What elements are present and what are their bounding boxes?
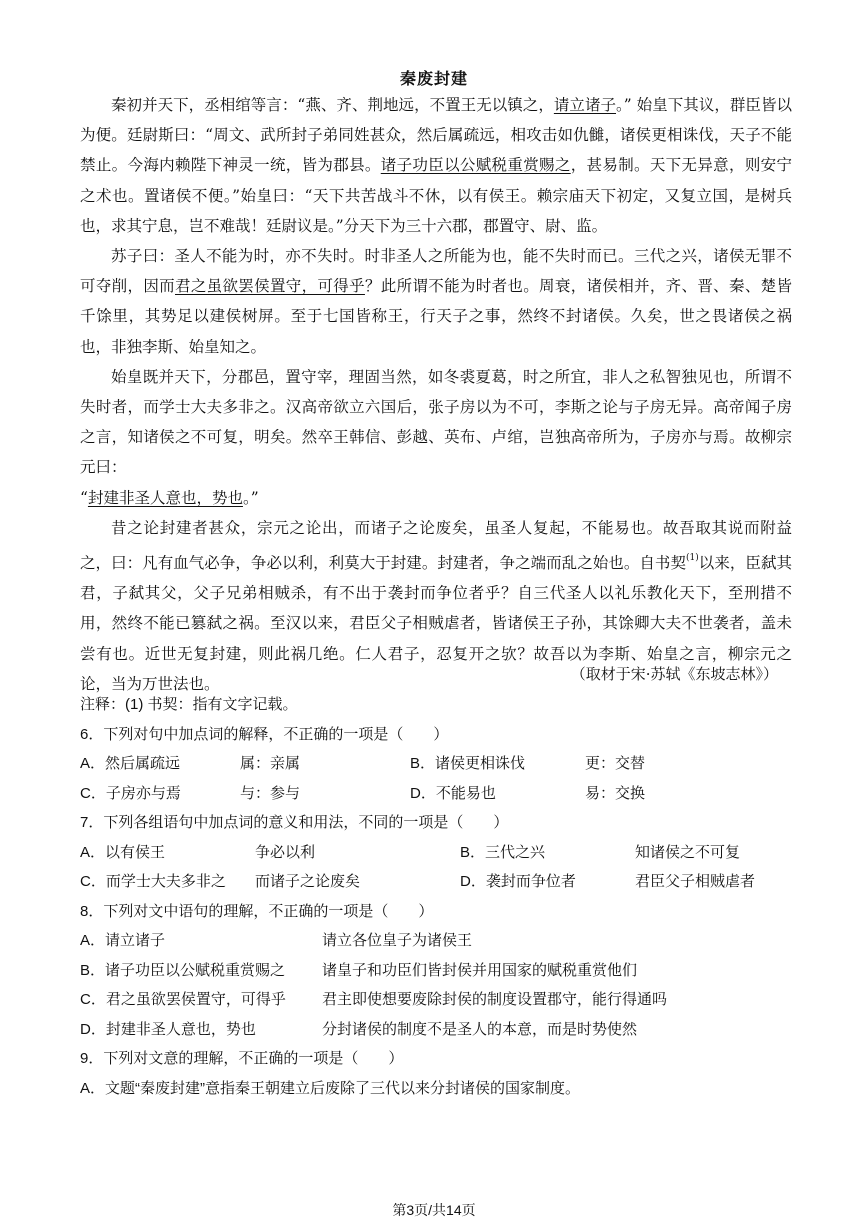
question-8-stem: 8．下列对文中语句的理解，不正确的一项是（ ） (80, 902, 434, 920)
sentence: D．封建非圣人意也，势也 (80, 1020, 256, 1038)
option-c: C．子房亦与焉 (80, 784, 181, 802)
sentence: A．请立诸子 (80, 932, 166, 949)
interpretation: 诸皇子和功臣们皆封侯并用国家的赋税重赏他们 (322, 961, 638, 979)
question-8-option-c (80, 985, 800, 1015)
option-c-gloss: 与：参与 (240, 784, 301, 802)
interpretation: 请立各位皇子为诸侯王 (322, 932, 473, 949)
text: 苏子曰：圣人不能为时，亦不失时。时非圣人之所能为也，能不失时而已。三代之兴，诸侯无罪不可夺削，因而 (80, 247, 792, 296)
question-8-option-a (80, 926, 800, 956)
text: 。” 始皇下其议，群臣皆以为便。廷尉斯曰：“周文、武所封子弟同姓甚众，然后属疏远，相攻击如仇雠，诸侯更相诛伐，天子不能禁止。今海内赖陛下神灵一统，皆为郡县。 (80, 96, 792, 175)
option-b: B．诸侯更相诛伐 (410, 755, 526, 772)
passage-body (80, 90, 792, 699)
interpretation: 分封诸侯的制度不是圣人的本意，而是时势使然 (322, 1020, 638, 1038)
option-a-gloss: 属：亲属 (240, 755, 301, 772)
text: ？此所谓不能为时者也。周衰，诸侯相并，齐、晋、秦、楚皆千馀里，其势足以建侯树屏。至于七国皆称王，行天子之事，然终不封诸侯。久矣，世之畏诸侯之祸也，非独李斯、始皇知之。 (80, 277, 792, 356)
sentence: C．君之虽欲罢侯置守，可得乎 (80, 991, 286, 1008)
paragraph-3 (80, 362, 792, 513)
paragraph-2 (80, 241, 792, 362)
option-b-1: B．三代之兴 (460, 843, 546, 861)
question-6-row-1 (80, 749, 800, 779)
option-a-2: 争必以利 (255, 843, 316, 861)
question-7-row-2 (80, 867, 800, 897)
option-c-1: C．而学士大夫多非之 (80, 873, 226, 890)
underlined-phrase: 君之虽欲罢侯置守，可得乎 (174, 277, 365, 296)
passage-title: 秦废封建 (399, 69, 468, 88)
sentence: B．诸子功臣以公赋税重赏赐之 (80, 961, 286, 979)
text: 昔之论封建者甚众，宗元之论出，而诸子之论废矣，虽圣人复起，不能易也。故吾取其说而附益之，曰：凡有血气必争，争必以利，利莫大于封建。封建者，争之端而乱之始也。自书契 (80, 518, 792, 573)
question-8-option-b (80, 956, 800, 986)
interpretation: 君主即使想要废除封侯的制度设置郡守，能行得通吗 (322, 991, 668, 1008)
option-d-1: D．袭封而争位者 (460, 873, 576, 890)
option-b-2: 知诸侯之不可复 (635, 843, 741, 861)
underlined-phrase: 请立诸子 (553, 96, 617, 114)
underlined-phrase: 封建非圣人意也，势也 (87, 488, 243, 507)
question-6-row-2 (80, 779, 800, 809)
question-7-row-1 (80, 838, 800, 868)
option-d-gloss: 易：交换 (585, 784, 646, 802)
quote-mark: “ (80, 488, 88, 507)
text: 始皇既并天下，分郡邑，置守宰，理固当然，如冬裘夏葛，时之所宜，非人之私智独见也，所谓不失时者，而学士大夫多非之。汉高帝欲立六国后，张子房以为不可，李斯之论与子房无异。高帝闻子房之言，知诸侯之不可复，明矣。然卒王韩信、彭越、英布、卢绾，岂独高帝所为，子房亦与焉。故柳宗元曰： (80, 367, 792, 477)
question-9-stem: 9．下列对文意的理解，不正确的一项是（ ） (80, 1050, 404, 1067)
option-a-1: A．以有侯王 (80, 843, 166, 861)
option-a: A．然后属疏远 (80, 755, 181, 772)
annotation: 注释：(1) 书契：指有文字记载。 (80, 696, 298, 713)
source-citation: （取材于宋·苏轼《东坡志林》） (570, 665, 778, 683)
underlined-phrase: 诸子功臣以公赋税重赏赐之 (380, 156, 571, 175)
paragraph-1 (80, 90, 792, 241)
question-6-stem: 6．下列对句中加点词的解释，不正确的一项是（ ） (80, 725, 449, 743)
question-7-stem: 7．下列各组语句中加点词的意义和用法，不同的一项是（ ） (80, 814, 509, 831)
question-8-option-d (80, 1015, 800, 1045)
text: ，甚易制。天下无异意，则安宁之术也。置诸侯不便。”始皇曰：“天下共苦战斗不休，以有侯王。赖宗庙天下初定，又复立国，是树兵也，求其宁息，岂不难哉！廷尉议是。”分天下为三十六郡，郡置守、尉、监。 (80, 156, 792, 235)
text: 秦初并天下，丞相绾等言：“燕、齐、荆地远，不置王无以镇之， (111, 96, 554, 114)
footnote-marker: (1) (686, 553, 699, 564)
question-9-option-a: A．文题“秦废封建”意指秦王朝建立后废除了三代以来分封诸侯的国家制度。 (80, 1079, 580, 1097)
option-b-gloss: 更：交替 (585, 755, 646, 772)
option-c-2: 而诸子之论废矣 (255, 873, 361, 890)
quote-mark: 。” (242, 488, 259, 507)
page-footer: 第3页/共14页 (392, 1202, 476, 1218)
option-d: D．不能易也 (410, 784, 496, 802)
option-d-2: 君臣父子相贼虐者 (635, 873, 756, 890)
text: 以来，臣弑其君，子弑其父，父子兄弟相贼杀，有不出于袭封而争位者乎？自三代圣人以礼乐教化天下，至刑措不用，然终不能已篡弑之祸。至汉以来，君臣父子相贼虐者，皆诸侯王子孙，其馀卿大夫不世袭者，盖未尝有也。近世无复封建，则此祸几绝。仁人君子，忍复开之欤？故吾以为李斯、始皇之言，柳宗元之论，当为万世法也。 (80, 554, 792, 693)
questions (80, 690, 800, 1103)
